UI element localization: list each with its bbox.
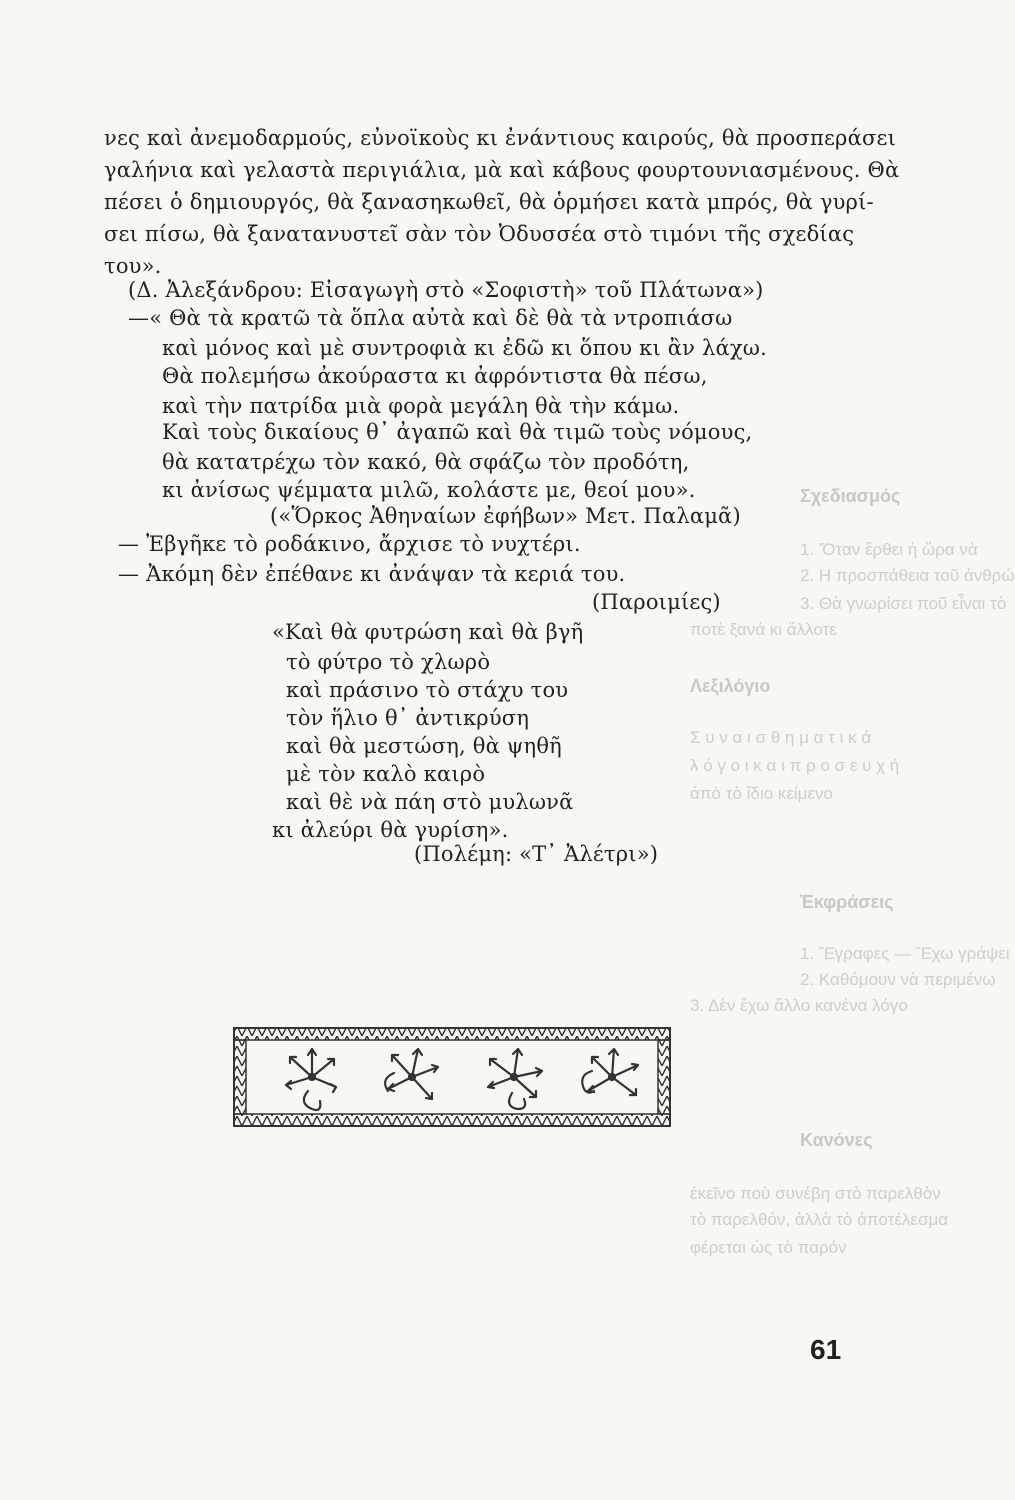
prose-line: νες καὶ ἀνεμοδαρμούς, εὐνοϊκοὺς κι ἐνάντιους καιρούς, θὰ προσπεράσει (104, 126, 897, 150)
prose-line: σει πίσω, θὰ ξανατανυστεῖ σὰν τὸν Ὀδυσσέα στὸ τιμόνι τῆς σχεδίας (104, 222, 855, 246)
poem-line: τὸν ἥλιο θ᾽ ἀντικρύση (286, 706, 530, 730)
oath-line: καὶ μόνος καὶ μὲ συντροφιὰ κι ἐδῶ κι ὅπου κι ἂν λάχω. (162, 336, 768, 360)
citation: (Δ. Ἀλεξάνδρου: Εἰσαγωγὴ στὸ «Σοφιστὴ» τοῦ Πλάτωνα») (128, 278, 764, 302)
poem-line: καὶ θὰ μεστώση, θὰ ψηθῆ (286, 734, 562, 758)
oath-line: —« Θὰ τὰ κρατῶ τὰ ὅπλα αὐτὰ καὶ δὲ θὰ τὰ ντροπιάσω (128, 306, 733, 330)
citation: (Παροιμίες) (592, 590, 721, 614)
prose-line: πέσει ὁ δημιουργός, θὰ ξανασηκωθεῖ, θὰ ὁρμήσει κατὰ μπρός, θὰ γυρί- (104, 190, 874, 214)
citation: («Ὅρκος Ἀθηναίων ἐφήβων» Μετ. Παλαμᾶ) (270, 504, 741, 528)
decorative-border-ornament (232, 1026, 672, 1128)
book-page: Σχεδιασμός 1. Ὅταν ἔρθει ἡ ὥρα νὰ 2. Η προσπάθεια τοῦ ἀνθρώ 3. Θὰ γνωρίσει ποῦ εἶναι τὸ ποτὲ ξανά κι ἄλλοτε Λεξιλόγιο Σ υ ν α ι σ θ η μ α τ ι κ ά λ ό γ ο ι κ α ι π ρ ο σ ε υ χ ή ἀπὸ τὸ ἴδιο κείμενο Ἐκφράσεις 1. Ἔγραφες — Ἔχω γράψει 2. Καθόμουν νὰ περιμένω 3. Δὲν ἔχω ἄλλο κανένα λόγο Κανόνες ἐκεῖνο ποὺ συνέβη στὸ παρελθὸν τὸ παρελθόν, ἀλλὰ τὸ ἀποτέλεσμα φέρεται ὡς τὸ παρόν νες καὶ ἀνεμοδαρμούς, εὐνοϊκοὺς κι ἐνάντιους καιρούς, θὰ προσπεράσει γαλήνια καὶ γελαστὰ περιγιάλια, μὰ καὶ κάβους φουρτουνιασμένους. Θὰ πέσει ὁ δημιουργός, θὰ ξανασηκωθεῖ, θὰ ὁρμήσει κατὰ μπρός, θὰ γυρί- σει πίσω, θὰ ξανατανυστεῖ σὰν τὸν Ὀδυσσέα στὸ τιμόνι τῆς σχεδίας του». (Δ. Ἀλεξάνδρου: Εἰσαγωγὴ στὸ «Σοφιστὴ» τοῦ Πλάτωνα») —« Θὰ τὰ κρατῶ τὰ ὅπλα αὐτὰ καὶ δὲ θὰ τὰ ντροπιάσω καὶ μόνος καὶ μὲ συντροφιὰ κι ἐδῶ κι ὅπου κι ἂν λάχω. Θὰ πολεμήσω ἀκούραστα κι ἀφρόντιστα θὰ πέσω, καὶ τὴν πατρίδα μιὰ φορὰ μεγάλη θὰ τὴν κάμω. Καὶ τοὺς δικαίους θ᾽ ἀγαπῶ καὶ θὰ τιμῶ τοὺς νόμους, θὰ κατατρέχω τὸν κακό, θὰ σφάζω τὸν προδότη, κι ἀνίσως ψέμματα μιλῶ, κολάστε με, θεοί μου». («Ὅρκος Ἀθηναίων ἐφήβων» Μετ. Παλαμᾶ) — Ἐβγῆκε τὸ ροδάκινο, ἄρχισε τὸ νυχτέρι. — Ἀκόμη δὲν ἐπέθανε κι ἀνάψαν τὰ κεριά του. (Παροιμίες) «Καὶ θὰ φυτρώση καὶ θὰ βγῆ τὸ φύτρο τὸ χλωρὸ καὶ πράσινο τὸ στάχυ του τὸν ἥλιο θ᾽ ἀντικρύση καὶ θὰ μεστώση, θὰ ψηθῆ μὲ τὸν καλὸ καιρὸ καὶ θὲ νὰ πάη στὸ μυλωνᾶ κι ἀλεύρι θὰ γυρίση». (Πολέμη: «Τ᾽ Ἀλέτρι») 61 (104, 126, 1015, 1365)
proverb-line: — Ἀκόμη δὲν ἐπέθανε κι ἀνάψαν τὰ κεριά του. (118, 562, 626, 586)
proverb-line: — Ἐβγῆκε τὸ ροδάκινο, ἄρχισε τὸ νυχτέρι. (118, 532, 581, 556)
prose-line: γαλήνια καὶ γελαστὰ περιγιάλια, μὰ καὶ κάβους φουρτουνιασμένους. Θὰ (104, 158, 900, 182)
oath-line: θὰ κατατρέχω τὸν κακό, θὰ σφάζω τὸν προδότη, (162, 450, 690, 474)
poem-line: τὸ φύτρο τὸ χλωρὸ (286, 650, 491, 674)
prose-line: του». (104, 254, 162, 278)
poem-line: καὶ πράσινο τὸ στάχυ του (286, 678, 569, 702)
poem-line: κι ἀλεύρι θὰ γυρίση». (272, 818, 509, 842)
poem-line: «Καὶ θὰ φυτρώση καὶ θὰ βγῆ (272, 620, 584, 644)
oath-line: καὶ τὴν πατρίδα μιὰ φορὰ μεγάλη θὰ τὴν κάμω. (162, 394, 680, 418)
page-number: 61 (810, 1334, 842, 1365)
oath-line: Καὶ τοὺς δικαίους θ᾽ ἀγαπῶ καὶ θὰ τιμῶ τοὺς νόμους, (162, 420, 753, 444)
poem-line: μὲ τὸν καλὸ καιρὸ (286, 762, 486, 786)
citation: (Πολέμη: «Τ᾽ Ἀλέτρι») (414, 842, 659, 866)
oath-line: Θὰ πολεμήσω ἀκούραστα κι ἀφρόντιστα θὰ πέσω, (162, 364, 708, 388)
oath-line: κι ἀνίσως ψέμματα μιλῶ, κολάστε με, θεοί μου». (162, 478, 696, 502)
poem-line: καὶ θὲ νὰ πάη στὸ μυλωνᾶ (286, 790, 574, 814)
